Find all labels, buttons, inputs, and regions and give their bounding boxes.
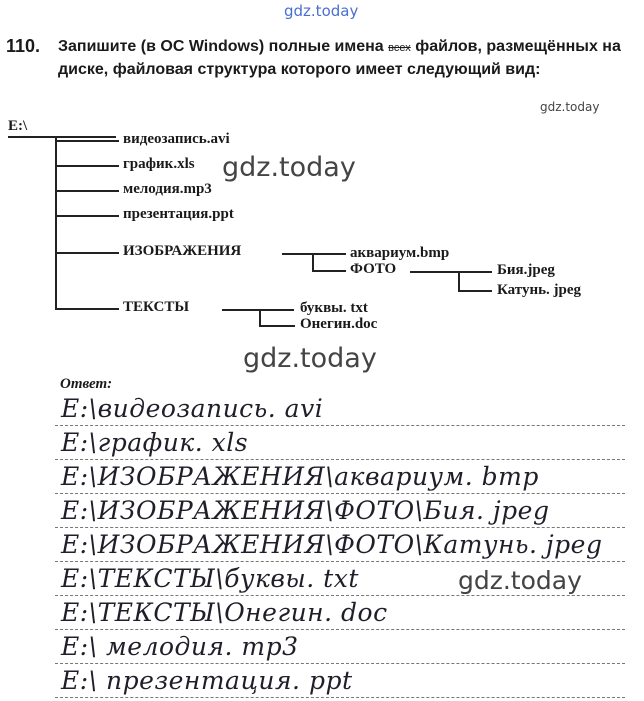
- answer-line-text: E:\график. xls: [61, 428, 249, 457]
- tree-line: [458, 290, 492, 292]
- task-text-after: файлов, размещённых на диске, файловая структура которого имеет следующий вид:: [58, 38, 621, 78]
- tree-line: [55, 308, 119, 310]
- answer-line-text: E:\ИЗОБРАЖЕНИЯ\аквариум. bmp: [61, 462, 539, 491]
- tree-line: [55, 136, 57, 308]
- answer-line-text: E:\ИЗОБРАЖЕНИЯ\ФОТО\Катунь. jpeg: [61, 530, 603, 559]
- tree-line: [259, 325, 295, 327]
- tree-folder-photo: ФОТО: [350, 261, 397, 277]
- answer-line-text: E:\ТЕКСТЫ\Онегин. doc: [61, 598, 388, 627]
- tree-file: Катунь. jpeg: [497, 282, 582, 298]
- tree-file: буквы. txt: [300, 300, 368, 316]
- tree-file: мелодия.mp3: [123, 181, 212, 197]
- tree-root: E:\: [8, 118, 28, 134]
- tree-line: [55, 140, 119, 142]
- answer-line: [55, 562, 625, 596]
- tree-line: [410, 271, 492, 273]
- tree-file: Онегин.doc: [300, 316, 378, 332]
- tree-file: Бия.jpeg: [497, 262, 555, 278]
- tree-file: видеозапись.avi: [123, 131, 230, 147]
- answer-line-text: E:\видеозапись. avi: [61, 394, 324, 423]
- watermark-small: gdz.today: [540, 100, 600, 114]
- watermark-mid1: gdz.today: [222, 152, 356, 183]
- tree-line: [312, 270, 346, 272]
- tree-line: [282, 253, 346, 255]
- answer-line-text: E:\ТЕКСТЫ\буквы. txt: [61, 564, 359, 593]
- tree-line: [458, 271, 460, 291]
- tree-line: [55, 190, 119, 192]
- tree-folder-images: ИЗОБРАЖЕНИЯ: [123, 243, 242, 259]
- answer-line: [55, 494, 625, 528]
- answer-label: Ответ:: [60, 376, 113, 392]
- tree-line: [55, 165, 119, 167]
- answer-line: [55, 664, 625, 698]
- answer-line: [55, 528, 625, 562]
- tree-line: [55, 252, 119, 254]
- answer-lines: [55, 392, 625, 698]
- watermark-right: gdz.today: [458, 566, 582, 595]
- task-text-before: Запишите (в ОС Windows) полные имена: [58, 38, 384, 55]
- tree-file: аквариум.bmp: [350, 245, 450, 261]
- answer-line-text: E:\ИЗОБРАЖЕНИЯ\ФОТО\Бия. jpeg: [61, 496, 550, 525]
- answer-line: [55, 596, 625, 630]
- tree-line: [259, 309, 261, 326]
- tree-line: [222, 309, 294, 311]
- watermark-top: gdz.today: [284, 2, 359, 20]
- tree-file: презентация.ppt: [123, 206, 234, 222]
- answer-line: [55, 630, 625, 664]
- task-number: 110.: [6, 36, 41, 56]
- tree-folder-texts: ТЕКСТЫ: [123, 299, 190, 315]
- tree-line: [312, 253, 314, 271]
- answer-line-text: E:\ мелодия. mp3: [61, 632, 299, 661]
- answer-line: [55, 392, 625, 426]
- answer-line-text: E:\ презентация. ppt: [61, 666, 353, 695]
- tree-file: график.xls: [123, 156, 195, 172]
- answer-line: [55, 426, 625, 460]
- task-struck-word: всех: [388, 42, 411, 54]
- answer-line: [55, 460, 625, 494]
- tree-line: [8, 136, 116, 138]
- tree-line: [55, 215, 119, 217]
- watermark-mid2: gdz.today: [243, 343, 377, 374]
